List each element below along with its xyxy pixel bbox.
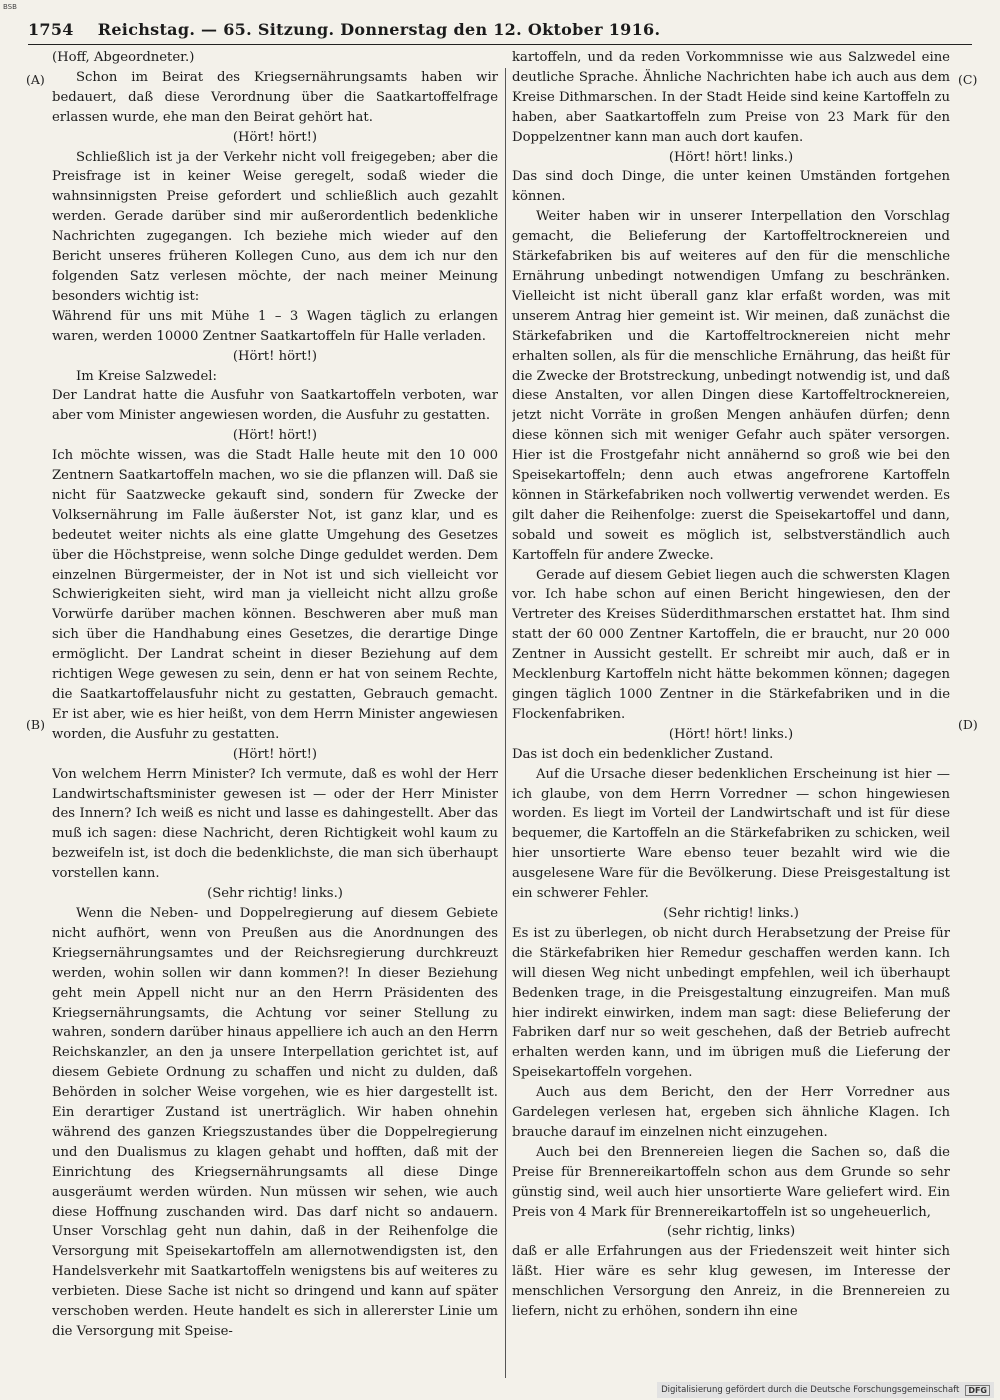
header-rule — [28, 44, 972, 45]
paragraph: Im Kreise Salzwedel: — [76, 368, 217, 384]
dfg-logo: DFG — [965, 1385, 990, 1396]
page-number: 1754 — [28, 20, 74, 39]
margin-marker-d: (D) — [958, 717, 978, 732]
paragraph: Das ist doch ein bedenklicher Zustand. — [512, 746, 774, 762]
interjection: (Sehr richtig! links.) — [207, 886, 343, 902]
interjection: (Hört! hört! links.) — [668, 149, 794, 165]
interjection: (Sehr richtig! links.) — [663, 905, 799, 921]
quoted-text: Der Landrat hatte die Ausfuhr von Saatkartoffeln verboten, war aber vom Minister angewiesen worden, die Ausfuhr zu gestatten. — [52, 388, 498, 424]
footer-credit — [657, 1382, 994, 1398]
paragraph: Ich möchte wissen, was die Stadt Halle heute mit den 10 000 Zentnern Saatkartoffeln machen, wo sie die pflanzen will. Daß sie nicht für Saatzwecke gekauft sind, sondern für Zwecke der Volksernährung im Falle äußerster Not, ist ganz klar, und es bedeutet weiter nichts als eine glatte Umgehung des Gesetzes über die Höchstpreise, wenn solche Dinge geduldet werden. Dem einzelnen Bürgermeister, der in Not ist und sich vielleicht vor Schwierigkeiten sieht, wird man ja vielleicht nicht allzu große Vorwürfe darüber machen können. Beschweren aber muß man sich über die Handhabung eines Gesetzes, die derartige Dinge ermöglicht. Der Landrat scheint in dieser Beziehung auf dem richtigen Wege gewesen zu sein, denn er hat von seinem Rechte, die Saatkartoffelausfuhr nicht zu gestatten, Gebrauch gemacht. Er ist aber, wie es hier heißt, von dem Herrn Minister angewiesen worden, die Ausfuhr zu gestatten. — [52, 448, 498, 742]
paragraph: kartoffeln, und da reden Vorkommnisse wie aus Salzwedel eine deutliche Sprache. Ähnliche Nachrichten habe ich auch aus dem Kreise Dithmarschen. In der Stadt Heide sind keine Kartoffeln zu haben, aber Saatkartoffeln zum Preise von 23 Mark für den Doppelzentner kann man auch dort kaufen. — [512, 50, 950, 145]
interjection: (Hört! hört!) — [232, 129, 318, 145]
interjection: (Hört! hört!) — [232, 746, 318, 762]
quoted-text: Während für uns mit Mühe 1 – 3 Wagen täglich zu erlangen waren, werden 10000 Zentner Saatkartoffeln für Halle verladen. — [52, 308, 498, 344]
paragraph: daß er alle Erfahrungen aus der Friedenszeit weit hinter sich läßt. Hier wäre es sehr klug gewesen, im Interesse der menschlichen Versorgung den Anreiz, in die Brennereien zu liefern, nicht zu erhöhen, sondern ihn eine — [512, 1244, 950, 1320]
page-header — [28, 20, 972, 42]
paragraph: Wenn die Neben- und Doppelregierung auf diesem Gebiete nicht aufhört, wenn von Preußen aus die Anordnungen des Kriegsernährungsamtes und der Reichsregierung durchkreuzt werden, wohin sollen wir dann kommen?! In dieser Beziehung geht mein Appell nicht nur an den Herrn Präsidenten des Kriegsernährungsamts, die Achtung vor seiner Stellung zu wahren, sondern darüber hinaus appelliere ich auch an den Herrn Reichskanzler, an den ja unsere Interpellation gerichtet ist, auf diesem Gebiete Ordnung zu schaffen und nicht zu dulden, daß Behörden in solcher Weise vorgehen, wie es hier dargestellt ist. Ein derartiger Zustand ist unerträglich. Wir haben ohnehin während des ganzen Kriegszustandes über die Doppelregierung und den Dualismus zu klagen gehabt und hofften, daß mit der Einrichtung des Kriegsernährungsamts all diese Dinge ausgeräumt werden würden. Nun müssen wir sehen, wie auch diese Hoffnung zuschanden wird. Das darf nicht so andauern. Unser Vorschlag geht nun dahin, daß in der Reihenfolge die Versorgung mit Speisekartoffeln am allernotwendigsten ist, den Handelsverkehr mit Saatkartoffeln wenigstens bis auf weiteres zu verbieten. Diese Sache ist nicht so dringend und kann auf später verschoben werden. Heute handelt es sich in allererster Linie um die Versorgung mit Speise- — [52, 905, 498, 1339]
left-column — [52, 48, 498, 1383]
page-title: Reichstag. — 65. Sitzung. Donnerstag den 12. Oktober 1916. — [97, 20, 661, 39]
paragraph: Schon im Beirat des Kriegsernährungsamts haben wir bedauert, daß diese Verordnung über die Saatkartoffelfrage erlassen wurde, ehe man den Beirat gehört hat. — [52, 69, 498, 125]
interjection: (Hört! hört!) — [232, 348, 318, 364]
paragraph: Es ist zu überlegen, ob nicht durch Herabsetzung der Preise für die Stärkefabriken hier Remedur geschaffen werden kann. Ich will diesen Weg nicht unbedingt empfehlen, weil ich überhaupt Bedenken trage, in die Preisgestaltung einzugreifen. Man muß hier indirekt einwirken, indem man sagt: diese Belieferung der Fabriken darf nur so weit geschehen, daß der Betrieb aufrecht erhalten werden kann, und im übrigen muß die Lieferung der Speisekartoffeln vorgehen. — [512, 925, 950, 1081]
library-mark: BSB — [3, 3, 17, 11]
margin-marker-c: (C) — [958, 72, 978, 87]
paragraph: Gerade auf diesem Gebiet liegen auch die schwersten Klagen vor. Ich habe schon auf einen Bericht hingewiesen, den der Vertreter des Kreises Süderdithmarschen erstattet hat. Ihm sind statt der 60 000 Zentner Kartoffeln, die er braucht, nur 20 000 Zentner in Aussicht gestellt. Er schreibt mir auch, daß er in Mecklenburg Kartoffeln nicht hätte bekommen können; dagegen gingen täglich 1000 Zentner in die Stärkefabriken und in die Flockenfabriken. — [512, 567, 950, 722]
paragraph: Weiter haben wir in unserer Interpellation den Vorschlag gemacht, die Belieferung der Kartoffeltrocknereien und Stärkefabriken bis auf weiteres auf den für die menschliche Ernährung unbedingt notwendigen Umfang zu beschränken. Vielleicht ist nicht überall ganz klar erfaßt worden, was mit unserem Antrag hier gemeint ist. Wir meinen, daß zunächst die Stärkefabriken und die Kartoffeltrocknereien nicht mehr erhalten sollen, als für die menschliche Ernährung, das heißt für die Zwecke der Brotstreckung, unbedingt notwendig ist, und daß diese Anstalten, vor allen Dingen diese Kartoffeltrocknereien, jetzt nicht Vorräte in großen Mengen anhäufen dürfen; denn diese können sich mit weniger Gefahr auch später versorgen. Hier ist die Frostgefahr nicht annähernd so groß wie bei den Speisekartoffeln; denn auch etwas angefrorene Kartoffeln können in Stärkefabriken noch vollwertig verwendet werden. Es gilt daher die Reihenfolge: zuerst die Speisekartoffel und dann, sobald und soweit es möglich ist, selbstverständlich auch Kartoffeln für andere Zwecke. — [512, 209, 950, 563]
paragraph: Schließlich ist ja der Verkehr nicht voll freigegeben; aber die Preisfrage ist in keiner Weise geregelt, sodaß wieder die wahnsinnigsten Preise gefordert und schließlich auch gezahlt werden. Gerade darüber sind mir außerordentlich bedenkliche Nachrichten zugegangen. Ich beziehe mich wieder auf den Bericht unseres früheren Kollegen Cuno, aus dem ich nur den folgenden Satz verlesen möchte, der nach meiner Meinung besonders wichtig ist: — [52, 149, 498, 304]
margin-marker-b: (B) — [26, 717, 45, 732]
interjection: (Hört! hört! links.) — [668, 726, 794, 742]
footer-text: Digitalisierung gefördert durch die Deutsche Forschungsgemeinschaft — [661, 1385, 960, 1395]
paragraph: Auch bei den Brennereien liegen die Sachen so, daß die Preise für Brennereikartoffeln schon aus dem Grunde so sehr günstig sind, weil auch hier unsortierte Ware geliefert wird. Ein Preis von 4 Mark für Brennereikartoffeln ist so ungeheuerlich, — [512, 1144, 950, 1220]
column-divider — [505, 68, 506, 1378]
margin-marker-a: (A) — [26, 72, 45, 87]
right-column — [512, 48, 950, 1383]
paragraph: Auf die Ursache dieser bedenklichen Erscheinung ist hier — ich glaube, von dem Herrn Vorredner — schon hingewiesen worden. Es liegt im Vorteil der Landwirtschaft und ist für diese bequemer, die Kartoffeln an die Stärkefabriken zu schicken, weil hier unsortierte Ware ebenso teuer bezahlt wird wie die ausgelesene Ware für die Bevölkerung. Diese Preisgestaltung ist ein schwerer Fehler. — [512, 766, 950, 902]
paragraph: Das sind doch Dinge, die unter keinen Umständen fortgehen können. — [512, 169, 950, 205]
interjection: (Hört! hört!) — [232, 428, 318, 444]
paragraph: (Hoff, Abgeordneter.) — [52, 50, 195, 65]
interjection: (sehr richtig, links) — [666, 1224, 796, 1240]
paragraph: Auch aus dem Bericht, den der Herr Vorredner aus Gardelegen verlesen hat, ergeben sich ähnliche Klagen. Ich brauche darauf im einzelnen nicht einzugehen. — [512, 1085, 950, 1140]
paragraph: Von welchem Herrn Minister? Ich vermute, daß es wohl der Herr Landwirtschaftsminister gewesen ist — oder der Herr Minister des Innern? Ich weiß es nicht und lasse es dahingestellt. Aber das muß ich sagen: diese Nachricht, deren Richtigkeit wohl kaum zu bezweifeln ist, ist doch die bedenklichste, die man sich überhaupt vorstellen kann. — [52, 766, 498, 882]
